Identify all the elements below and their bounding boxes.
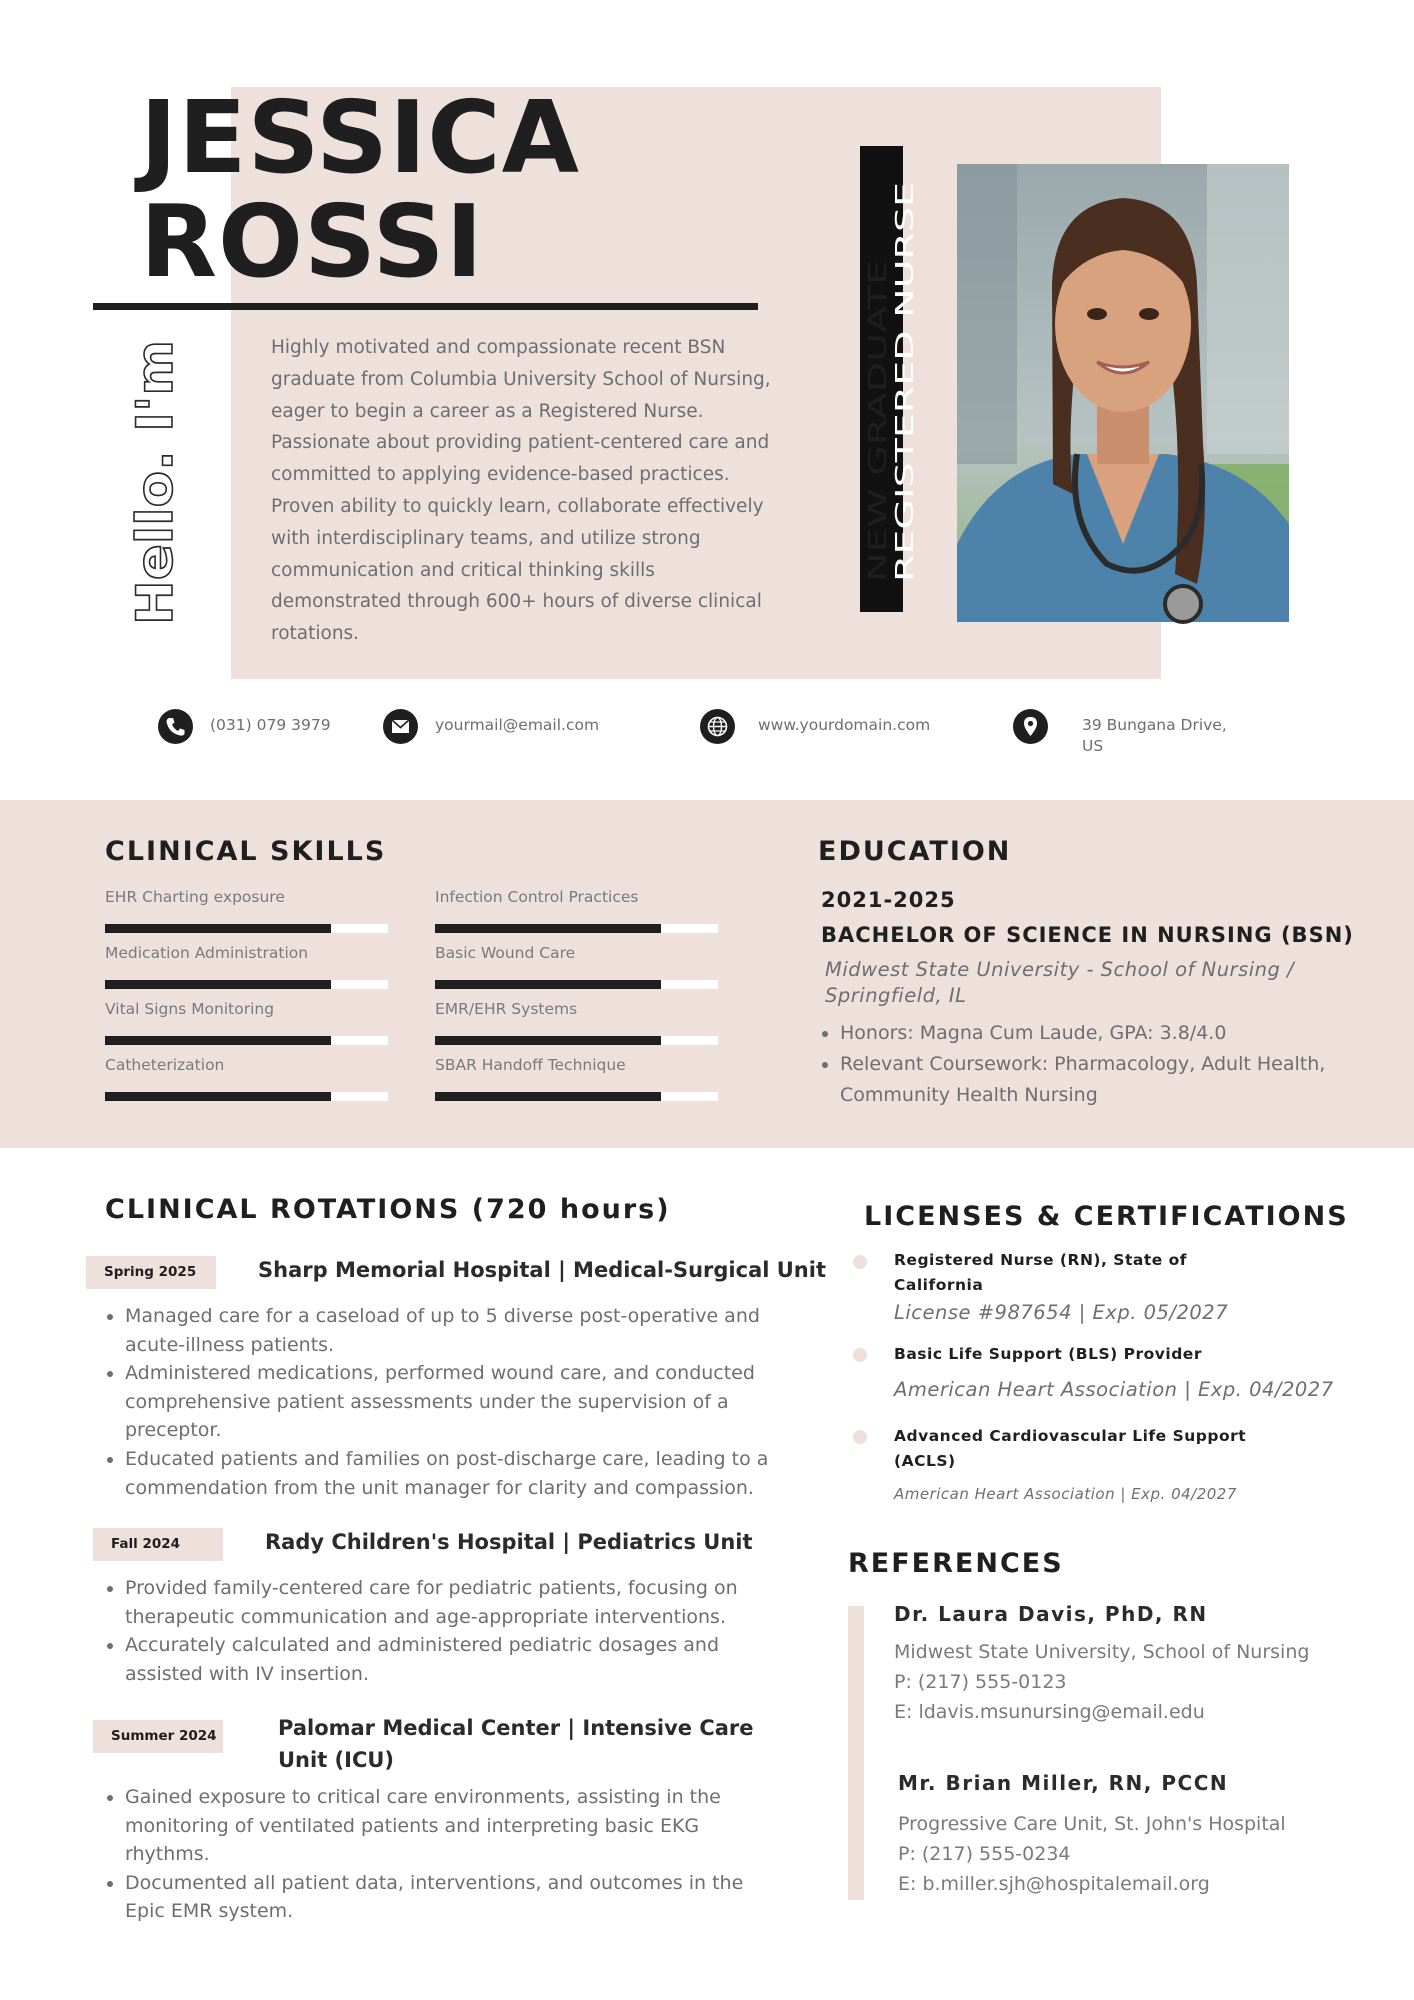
reference-email[interactable]: E: ldavis.msunursing@email.edu	[894, 1701, 1205, 1723]
skill-level-bar	[435, 1036, 718, 1045]
rotation-term: Fall 2024	[93, 1528, 223, 1561]
first-name: JESSICA	[140, 79, 581, 196]
globe-icon	[700, 709, 735, 744]
skill-label: EMR/EHR Systems	[435, 1000, 578, 1018]
skill-level-fill	[435, 1036, 661, 1045]
skills-heading: CLINICAL SKILLS	[105, 836, 387, 867]
contact-email[interactable]: yourmail@email.com	[435, 716, 600, 734]
rotation-term: Spring 2025	[86, 1256, 216, 1289]
nurse-portrait-illustration	[957, 164, 1289, 622]
job-title-line2: REGISTERED NURSE	[890, 328, 919, 582]
education-detail-item: • Honors: Magna Cum Laude, GPA: 3.8/4.0	[840, 1018, 1358, 1049]
address-line1: 39 Bungana Drive,	[1082, 716, 1227, 734]
rotation-title: Sharp Memorial Hospital | Medical-Surgical Unit	[258, 1258, 826, 1282]
rotation-bullet: • Accurately calculated and administered pediatric dosages and assisted with IV insertion.	[125, 1631, 793, 1688]
skill-level-bar	[435, 1092, 718, 1101]
skill-label: SBAR Handoff Technique	[435, 1056, 626, 1074]
last-name: ROSSI	[140, 183, 484, 300]
license-name: Registered Nurse (RN), State of California	[894, 1251, 1188, 1294]
skill-label: Vital Signs Monitoring	[105, 1000, 275, 1018]
skill-level-bar	[105, 924, 388, 933]
skill-level-fill	[105, 924, 331, 933]
license-bullet-dot	[853, 1348, 867, 1362]
contact-phone[interactable]: (031) 079 3979	[210, 716, 331, 734]
job-title-line1: NEW GRADUATE	[863, 378, 892, 582]
rotation-bullet: • Administered medications, performed wound care, and conducted comprehensive patient assessments under the supervision of a preceptor.	[125, 1359, 793, 1445]
rotations-heading: CLINICAL ROTATIONS (720 hours)	[105, 1194, 671, 1225]
reference-email[interactable]: E: b.miller.sjh@hospitalemail.org	[898, 1873, 1210, 1895]
references-accent-bar	[848, 1606, 864, 1900]
reference-name: Dr. Laura Davis, PhD, RN	[894, 1602, 1208, 1626]
skill-level-fill	[105, 1092, 331, 1101]
skill-level-fill	[105, 980, 331, 989]
references-heading: REFERENCES	[848, 1548, 1064, 1579]
education-school: Midwest State University - School of Nursing / Springfield, IL	[825, 958, 1295, 1007]
education-degree: BACHELOR OF SCIENCE IN NURSING (BSN)	[821, 923, 1354, 947]
skill-level-bar	[435, 980, 718, 989]
skill-label: Basic Wound Care	[435, 944, 576, 962]
license-detail: American Heart Association | Exp. 04/2027	[894, 1378, 1334, 1401]
skill-level-fill	[105, 1036, 331, 1045]
skill-level-fill	[435, 980, 661, 989]
greeting	[126, 340, 184, 625]
contact-address	[1082, 715, 1227, 757]
license-detail: American Heart Association | Exp. 04/2027	[894, 1485, 1237, 1503]
reference-phone[interactable]: P: (217) 555-0234	[898, 1843, 1071, 1865]
skill-level-bar	[105, 1036, 388, 1045]
skill-level-fill	[435, 1092, 661, 1101]
profile-summary: Highly motivated and compassionate recent BSN graduate from Columbia University School of Nursing, eager to begin a career as a Registered Nurse. Passionate about providing patient-centered care and committed to applying evidence-based practices. Proven ability to quickly learn, collaborate effectively with interdisciplinary teams, and utilize strong communication and critical thinking skills demonstrated through 600+ hours of diverse clinical rotations.	[271, 337, 771, 645]
location-pin-icon	[1013, 709, 1048, 744]
education-heading: EDUCATION	[818, 836, 1012, 867]
email-icon	[383, 709, 418, 744]
rotation-title: Palomar Medical Center | Intensive Care Unit (ICU)	[278, 1716, 754, 1772]
reference-phone[interactable]: P: (217) 555-0123	[894, 1671, 1067, 1693]
rotation-bullet: • Provided family-centered care for pediatric patients, focusing on therapeutic communication and age-appropriate interventions.	[125, 1574, 793, 1631]
skill-label: Infection Control Practices	[435, 888, 639, 906]
license-bullet-dot	[853, 1430, 867, 1444]
job-title	[818, 140, 918, 620]
profile-photo	[957, 164, 1289, 622]
rotation-bullet: • Managed care for a caseload of up to 5 diverse post-operative and acute-illness patients.	[125, 1302, 793, 1359]
rotation-term: Summer 2024	[93, 1720, 223, 1753]
rotation-title: Rady Children's Hospital | Pediatrics Unit	[265, 1530, 753, 1554]
rotation-bullet: • Gained exposure to critical care environments, assisting in the monitoring of ventilated patients and interpreting basic EKG rhythms.	[125, 1783, 753, 1869]
rotation-bullets	[103, 1783, 753, 1926]
rotation-bullet: • Documented all patient data, interventions, and outcomes in the Epic EMR system.	[125, 1869, 753, 1926]
rotation-bullet: • Educated patients and families on post-discharge care, leading to a commendation from the unit manager for clarity and compassion.	[125, 1445, 793, 1502]
phone-icon	[158, 709, 193, 744]
reference-organization: Progressive Care Unit, St. John's Hospital	[898, 1813, 1286, 1835]
skill-label: EHR Charting exposure	[105, 888, 285, 906]
education-details	[818, 1018, 1358, 1111]
rotation-bullets	[103, 1574, 793, 1688]
address-line2: US	[1082, 737, 1104, 755]
license-bullet-dot	[853, 1255, 867, 1269]
license-detail: License #987654 | Exp. 05/2027	[894, 1301, 1229, 1324]
education-detail-item: • Relevant Coursework: Pharmacology, Adult Health, Community Health Nursing	[840, 1049, 1358, 1111]
skill-level-fill	[435, 924, 661, 933]
education-years: 2021-2025	[821, 888, 956, 912]
skill-level-bar	[435, 924, 718, 933]
licenses-heading: LICENSES & CERTIFICATIONS	[864, 1201, 1349, 1232]
skill-label: Medication Administration	[105, 944, 309, 962]
rotation-bullets	[103, 1302, 793, 1502]
reference-name: Mr. Brian Miller, RN, PCCN	[898, 1771, 1229, 1795]
name-divider	[93, 303, 758, 310]
contact-website[interactable]: www.yourdomain.com	[758, 716, 931, 734]
skill-level-bar	[105, 980, 388, 989]
license-name: Basic Life Support (BLS) Provider	[894, 1345, 1202, 1363]
skill-level-bar	[105, 1092, 388, 1101]
skill-label: Catheterization	[105, 1056, 225, 1074]
greeting-text: Hello. I'm	[126, 358, 184, 625]
reference-organization: Midwest State University, School of Nursing	[894, 1641, 1310, 1663]
license-name: Advanced Cardiovascular Life Support (ACLS)	[894, 1427, 1247, 1470]
